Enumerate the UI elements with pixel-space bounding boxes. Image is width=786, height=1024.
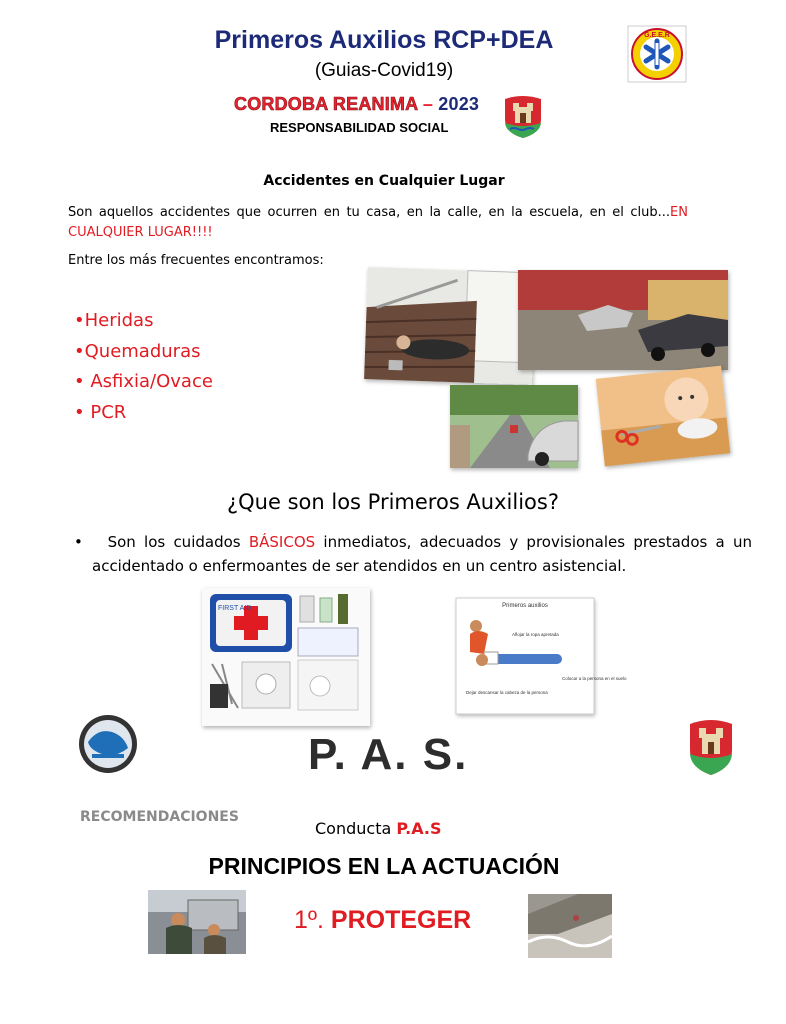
diagram-label: Aflojar la ropa apretada: [512, 632, 559, 637]
conducta-pas: [315, 819, 442, 838]
rescue-scene-photo: [148, 890, 246, 954]
definition-highlight: BÁSICOS: [248, 533, 316, 551]
principles-heading: PRINCIPIOS EN LA ACTUACIÓN: [208, 853, 560, 879]
bullet: •: [74, 533, 83, 551]
list-item: • Asfixia/Ovace: [74, 371, 213, 392]
round-emblem-icon: [78, 714, 138, 774]
cordoba-shield-icon: [500, 95, 546, 139]
street-photo: [450, 385, 578, 468]
frequent-accidents-list: [74, 306, 213, 428]
campaign-title: [234, 94, 479, 115]
campaign-dash: –: [422, 94, 434, 114]
step-protect: [294, 906, 471, 935]
first-aid-kit-photo: [202, 588, 370, 726]
social-responsibility: RESPONSABILIDAD SOCIAL: [270, 120, 449, 135]
definition-pre: Son los cuidados: [107, 533, 249, 551]
list-item: •Heridas: [74, 310, 154, 331]
conducta-highlight: P.A.S: [396, 819, 442, 838]
campaign-year: 2023: [438, 94, 480, 114]
campaign-name: CORDOBA REANIMA: [234, 94, 418, 114]
intro-text: Son aquellos accidentes que ocurren en tu casa, en la calle, en la escuela, en el club...: [68, 205, 671, 220]
recommendations-label: RECOMENDACIONES: [80, 809, 239, 825]
accidents-intro: [68, 203, 688, 243]
page-subtitle: (Guias-Covid19): [314, 60, 454, 81]
first-aid-definition: [74, 530, 752, 578]
flood-scene-photo: [528, 894, 612, 958]
step-number: 1º.: [294, 906, 324, 934]
diagram-label: Colocar a la persona en el suelo: [562, 676, 627, 681]
stairs-fall-photo: [364, 267, 536, 385]
frequent-label: Entre los más frecuentes encontramos:: [68, 253, 324, 268]
diagram-title: Primeros auxilios: [502, 603, 548, 609]
step-label: PROTEGER: [323, 906, 472, 934]
first-aid-diagram: [456, 598, 627, 714]
cordoba-shield-large-icon: [686, 718, 736, 776]
intro-highlight: EN CUALQUIER LUGAR!!!!: [68, 205, 688, 240]
list-item: •Quemaduras: [74, 340, 201, 362]
svg-text:FIRST AID: FIRST AID: [218, 605, 252, 612]
conducta-label: Conducta: [315, 819, 397, 838]
page-title: Primeros Auxilios RCP+DEA: [214, 26, 554, 54]
baby-scissors-photo: [596, 366, 731, 467]
first-aid-question: ¿Que son los Primeros Auxilios?: [227, 490, 559, 514]
definition-post: inmediatos, adecuados y provisionales prestados a un accidentado o enfermoantes de ser atendidos en un centro asistencial.: [92, 533, 752, 575]
list-item: • PCR: [74, 401, 127, 423]
accidents-heading: Accidentes en Cualquier Lugar: [263, 173, 505, 189]
pas-title: P. A. S.: [308, 730, 469, 779]
car-crash-photo: [518, 270, 728, 370]
geer-logo: [628, 26, 686, 82]
diagram-label: Dejar descansar la cabeza de la persona: [466, 690, 548, 695]
svg-text:G.E.E.R: G.E.E.R: [644, 32, 670, 39]
